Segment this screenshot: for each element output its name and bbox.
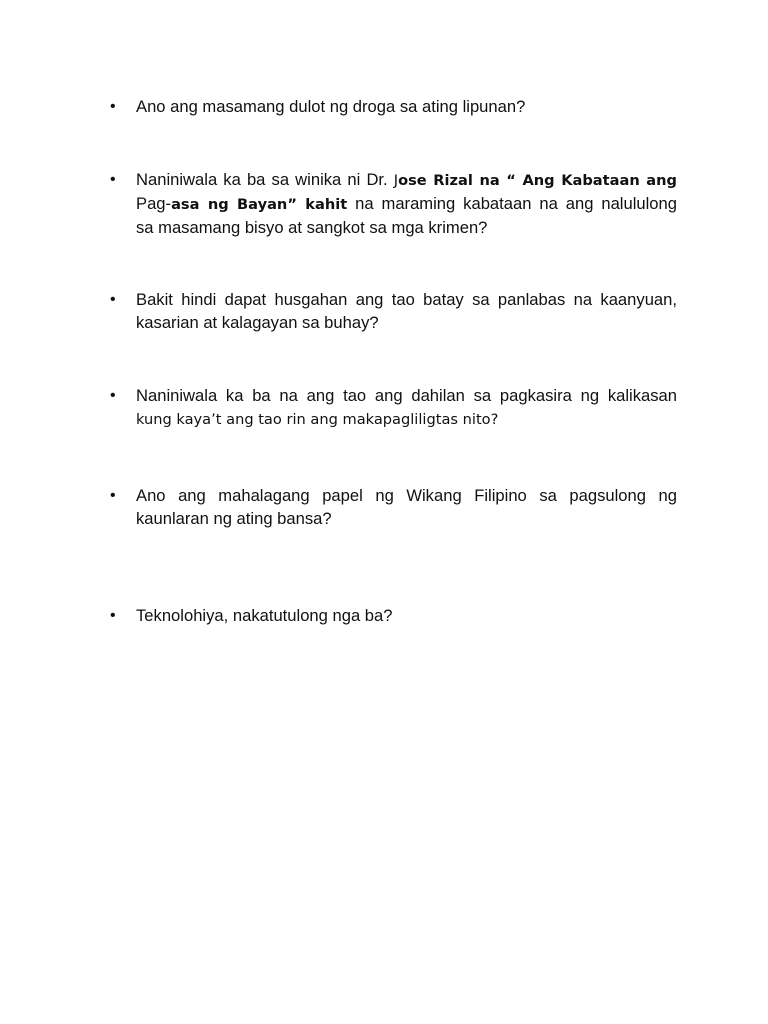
question-2-bold-quote: asa ng Bayan” kahit <box>171 196 348 213</box>
question-2-line-3 <box>136 216 677 239</box>
question-2-segment: J <box>393 172 399 189</box>
question-6-line-1 <box>136 604 677 627</box>
question-1-text: Ano ang masamang dulot ng droga sa ating lipunan? <box>136 97 526 116</box>
question-3-line-2 <box>136 311 677 334</box>
question-2-bold-quote: ose Rizal na “ Ang Kabataan ang <box>398 172 677 189</box>
question-3-segment: Bakit hindi dapat husgahan ang tao batay sa panlabas na kaanyuan, <box>136 290 677 309</box>
bullet-icon: • <box>110 387 116 404</box>
question-5-segment: kaunlaran ng ating bansa? <box>136 509 332 528</box>
question-2-line-1 <box>136 168 677 192</box>
question-text-1 <box>136 95 677 118</box>
question-2-segment: Naniniwala ka ba sa winika ni Dr. <box>136 170 394 189</box>
bullet-icon: • <box>110 607 116 624</box>
question-text-2 <box>136 168 677 239</box>
question-5-line-2 <box>136 507 677 530</box>
question-5-line-1 <box>136 484 677 507</box>
question-4-segment: kung kaya’t ang tao rin ang makapagliligtas nito? <box>136 411 499 428</box>
question-3-segment: kasarian at kalagayan sa buhay? <box>136 313 379 332</box>
question-4-line-1 <box>136 384 677 407</box>
bullet-icon: • <box>110 98 116 115</box>
question-1-line-1 <box>136 95 677 118</box>
question-text-3 <box>136 288 677 334</box>
question-2-segment: na maraming kabataan na ang nalululong <box>347 194 677 213</box>
question-2-segment: Pag- <box>136 194 172 213</box>
question-2-segment: sa masamang bisyo at sangkot sa mga krimen? <box>136 218 488 237</box>
question-2-line-2 <box>136 192 677 216</box>
question-3-line-1 <box>136 288 677 311</box>
question-6-text: Teknolohiya, nakatutulong nga ba? <box>136 606 393 625</box>
bullet-icon: • <box>110 171 116 188</box>
question-text-4 <box>136 384 677 431</box>
bullet-icon: • <box>110 487 116 504</box>
question-text-5 <box>136 484 677 530</box>
question-4-line-2 <box>136 407 677 431</box>
question-text-6 <box>136 604 677 627</box>
bullet-icon: • <box>110 291 116 308</box>
question-5-segment: Ano ang mahalagang papel ng Wikang Filipino sa pagsulong ng <box>136 486 677 505</box>
question-4-segment: Naniniwala ka ba na ang tao ang dahilan sa pagkasira ng kalikasan <box>136 386 677 405</box>
